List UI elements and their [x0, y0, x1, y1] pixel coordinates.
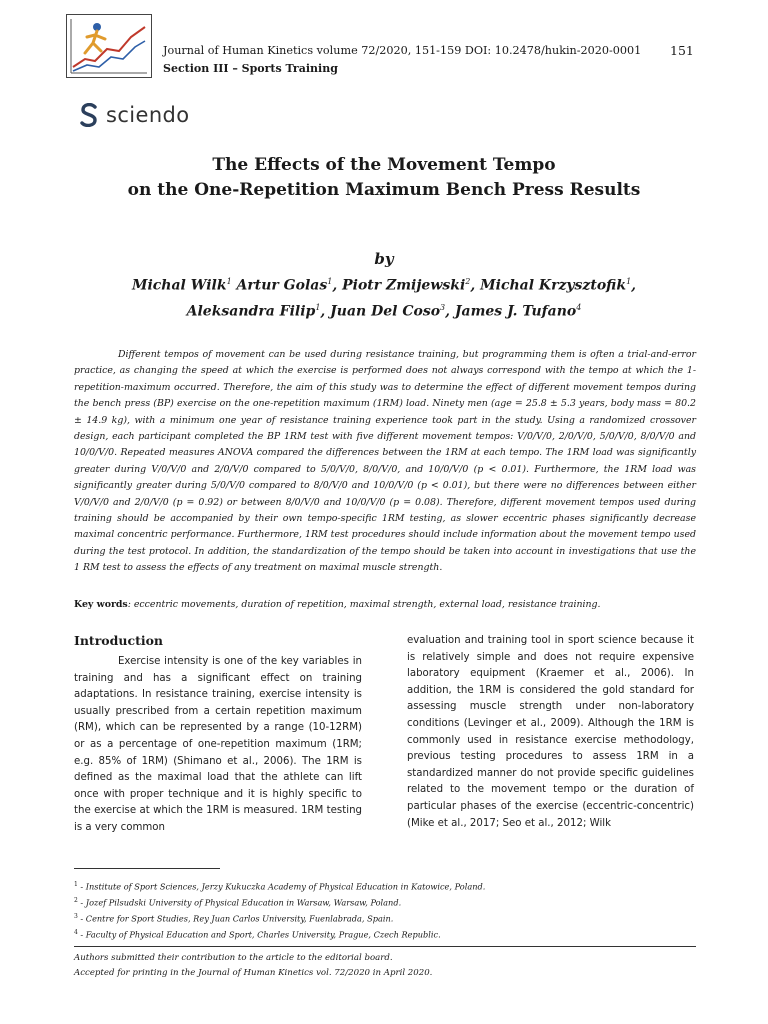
acceptance-note [74, 951, 714, 981]
footnote-text: - Jozef Pilsudski University of Physical Education in Warsaw, Warsaw, Poland. [77, 897, 402, 908]
acceptance-line: Authors submitted their contribution to the article to the editorial board. [74, 953, 393, 963]
footnote-number: 3 [74, 913, 78, 921]
footnote-number: 4 [74, 929, 78, 937]
journal-logo [66, 14, 152, 78]
author-affiliation: 4 [576, 302, 582, 312]
sciendo-logo-icon [80, 103, 98, 127]
footnote-divider [74, 868, 220, 869]
keywords-text: : eccentric movements, duration of repetition, maximal strength, external load, resistance training. [127, 599, 601, 610]
footnote-text: - Centre for Sport Studies, Rey Juan Carlos University, Fuenlabrada, Spain. [77, 914, 394, 925]
author-affiliation: 1 [327, 277, 333, 286]
author-name: Michal Krzysztofik [480, 277, 627, 294]
section-label: Section III – Sports Training [163, 62, 338, 75]
footnote-text: - Institute of Sport Sciences, Jerzy Kukuczka Academy of Physical Education in Katowice, Poland. [77, 881, 486, 892]
footnote [74, 894, 714, 910]
body-paragraph: evaluation and training tool in sport science because it is relatively simple and does not require expensive laboratory equipment (Kraemer et al., 2006). In addition, the 1RM is considered the gold standard for assessing muscle strength under non-laboratory conditions (Levinger et al., 2009). Although the 1RM is commonly used in resistance exercise methodology, previous testing procedures to assess 1RM in a standardized manner do not provide specific guidelines related to the movement tempo or the duration of particular phases of the exercise (eccentric-concentric) (Mike et al., 2017; Seo et al., 2012; Wilk [407, 635, 694, 829]
footnote [74, 910, 714, 926]
footnotes [74, 878, 714, 943]
author-line: Michal Wilk$^1$ Artur Golas$^1$, Piotr Zmijewski$^2$, Michal Krzysztofik$^1$, [131, 277, 637, 294]
sciendo-wordmark: sciendo [106, 103, 190, 127]
author-name: Piotr Zmijewski [342, 277, 466, 294]
author-affiliation: 1 [226, 277, 232, 286]
author-name: James J. Tufano [454, 303, 577, 320]
footnote [74, 878, 714, 894]
acceptance-line: Accepted for printing in the Journal of Human Kinetics vol. 72/2020 in April 2020. [74, 968, 433, 978]
page-number: 151 [670, 43, 694, 58]
footnote-number: 2 [74, 897, 78, 905]
body-column-right [407, 633, 694, 832]
author-affiliation: 3 [440, 302, 446, 312]
body-paragraph: Exercise intensity is one of the key variables in training and has a significant effect on training adaptations. In resistance training, exercise intensity is usually prescribed from a certain repetition maximum (RM), which can be represented by a range (10-12RM) or as a percentage of one-repetition maximum (1RM; e.g. 85% of 1RM) (Shimano et al., 2006). The 1RM is defined as the maximal load that the athlete can lift once with proper technique and it is highly specific to the exercise at which the 1RM is measured. 1RM testing is a very common [74, 656, 362, 833]
title-line: on the One-Repetition Maximum Bench Press Results [127, 180, 641, 200]
footer-divider [74, 946, 696, 947]
author-list [40, 271, 728, 322]
journal-citation: Journal of Human Kinetics volume 72/2020, 151-159 DOI: 10.2478/hukin-2020-0001 [163, 44, 642, 57]
footnote-text: - Faculty of Physical Education and Sport, Charles University, Prague, Czech Republic. [77, 930, 441, 941]
author-line: Aleksandra Filip$^1$, Juan Del Coso$^3$, James J. Tufano$^4$ [186, 302, 582, 320]
author-affiliation: 2 [465, 277, 471, 286]
author-name: Juan Del Coso [330, 303, 441, 320]
author-affiliation: 1 [626, 277, 632, 286]
article-title [40, 153, 728, 203]
author-affiliation: 1 [315, 302, 321, 312]
publisher-brand [80, 101, 190, 129]
body-column-left [74, 633, 362, 837]
keywords-label: Key words [74, 599, 128, 610]
title-line: The Effects of the Movement Tempo [212, 155, 556, 175]
footnote-number: 1 [74, 881, 78, 888]
abstract: Different tempos of movement can be used during resistance training, but programming them is often a trial-and-error practice, as changing the speed at which the exercise is performed does not always correspond with the tempo at which the 1-repetition-maximum occurred. Therefore, the aim of this study was to determine the effect of different movement tempos during the bench press (BP) exercise on the one-repetition maximum (1RM) load. Ninety men (age = 25.8 ± 5.3 years, body mass = 80.2 ± 14.9 kg), with a minimum one year of resistance training experience took part in the study. Using a randomized crossover design, each participant completed the BP 1RM test with five different movement tempos: V/0/V/0, 2/0/V/0, 5/0/V/0, 8/0/V/0 and 10/0/V/0. Repeated measures ANOVA compared the differences between the 1RM at each tempo. The 1RM load was significantly greater during V/0/V/0 and 2/0/V/0 compared to 5/0/V/0, 8/0/V/0, and 10/0/V/0 (p < 0.01). Furthermore, the 1RM load was significantly greater during 5/0/V/0 compared to 8/0/V/0 and 10/0/V/0 (p < 0.01), but there were no differences between either V/0/V/0 and 2/0/V/0 (p = 0.92) or between 8/0/V/0 and 10/0/V/0 (p = 0.08). Therefore, different movement tempos used during training should be accompanied by their own tempo-specific 1RM testing, as slower eccentric phases significantly decrease maximal concentric performance. Furthermore, 1RM test procedures should include information about the movement tempo used during the test protocol. In addition, the standardization of the tempo should be taken into account in investigations that use the 1 RM test to assess the effects of any treatment on maximal muscle strength. [74, 349, 696, 574]
author-name: Aleksandra Filip [186, 303, 316, 320]
runner-chart-logo [67, 15, 151, 77]
keywords [74, 599, 696, 610]
by-label: by [374, 250, 394, 268]
author-name: Artur Golas [236, 277, 328, 294]
author-name: Michal Wilk [131, 277, 227, 294]
section-heading: Introduction [74, 633, 164, 648]
footnote [74, 926, 714, 942]
